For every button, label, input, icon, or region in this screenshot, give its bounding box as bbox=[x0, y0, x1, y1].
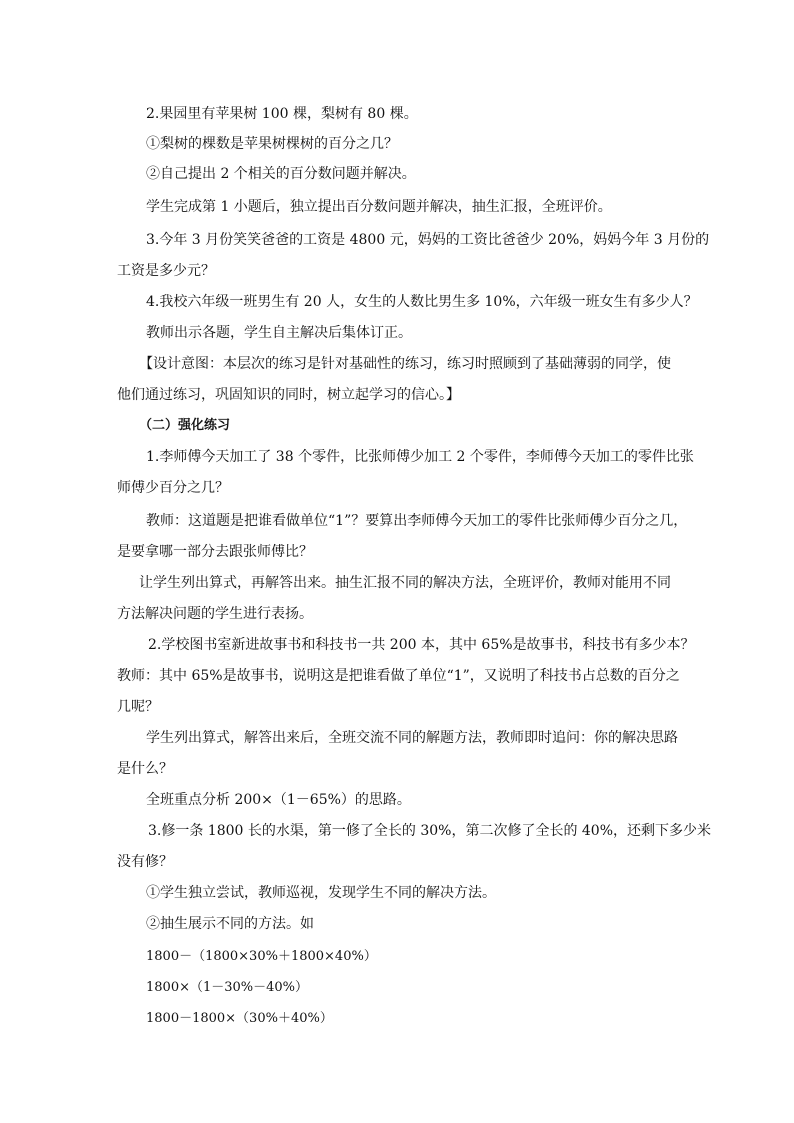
text-line: 方法解决问题的学生进行表扬。 bbox=[117, 606, 313, 622]
section-heading: （二）强化练习 bbox=[139, 418, 231, 433]
text-line: ②自己提出 2 个相关的百分数问题并解决。 bbox=[146, 166, 416, 182]
text-line: 工资是多少元？ bbox=[117, 263, 215, 279]
text-line: 【设计意图：本层次的练习是针对基础性的练习，练习时照顾到了基础薄弱的同学，使 bbox=[139, 356, 671, 372]
text-line: 2.果园里有苹果树 100 棵，梨树有 80 棵。 bbox=[146, 106, 418, 122]
text-line: ①梨树的棵数是苹果树棵树的百分之几？ bbox=[146, 136, 398, 152]
text-line: ①学生独立尝试，教师巡视，发现学生不同的解决方法。 bbox=[146, 885, 496, 901]
formula-line: 1800－（1800×30%＋1800×40%） bbox=[146, 949, 377, 964]
text-line: 是什么？ bbox=[117, 761, 173, 777]
text-line: 让学生列出算式，再解答出来。抽生汇报不同的解决方法，全班评价，教师对能用不同 bbox=[139, 575, 671, 591]
text-line: 2.学校图书室新进故事书和科技书一共 200 本，其中 65%是故事书，科技书有多少本？ bbox=[148, 637, 695, 653]
text-line: 教师：其中 65%是故事书，说明这是把谁看做了单位“1”，又说明了科技书占总数的百分之 bbox=[117, 668, 680, 684]
text-line: 教师出示各题，学生自主解决后集体订正。 bbox=[146, 325, 412, 341]
text-line: 学生列出算式，解答出来后，全班交流不同的解题方法，教师即时追问：你的解决思路 bbox=[146, 730, 678, 746]
text-line: 是要拿哪一部分去跟张师傅比？ bbox=[117, 544, 313, 560]
text-line: 1.李师傅今天加工了 38 个零件，比张师傅少加工 2 个零件，李师傅今天加工的零件比张 bbox=[146, 449, 694, 465]
text-line: 学生完成第 1 小题后，独立提出百分数问题并解决，抽生汇报，全班评价。 bbox=[146, 199, 612, 215]
formula-line: 1800×（1－30%－40%） bbox=[146, 980, 309, 995]
text-line: 没有修？ bbox=[117, 854, 173, 870]
text-line: 教师：这道题是把谁看做单位“1”？要算出李师傅今天加工的零件比张师傅少百分之几， bbox=[146, 513, 688, 529]
text-line: 他们通过练习，巩固知识的同时，树立起学习的信心。】 bbox=[117, 387, 460, 403]
text-line: 3.修一条 1800 长的水渠，第一修了全长的 30%，第二次修了全长的 40%，还剩下多少米 bbox=[148, 823, 712, 839]
text-line: 全班重点分析 200×（1－65%）的思路。 bbox=[146, 792, 411, 808]
formula-line: 1800－1800×（30%＋40%） bbox=[146, 1011, 333, 1026]
text-line: 几呢？ bbox=[117, 699, 159, 715]
text-line: 3.今年 3 月份笑笑爸爸的工资是 4800 元，妈妈的工资比爸爸少 20%，妈妈今年 3 月份的 bbox=[146, 232, 710, 248]
text-line: 师傅少百分之几？ bbox=[117, 480, 229, 496]
text-line: ②抽生展示不同的方法。如 bbox=[146, 916, 314, 932]
text-line: 4.我校六年级一班男生有 20 人，女生的人数比男生多 10%，六年级一班女生有多少人？ bbox=[146, 294, 698, 310]
